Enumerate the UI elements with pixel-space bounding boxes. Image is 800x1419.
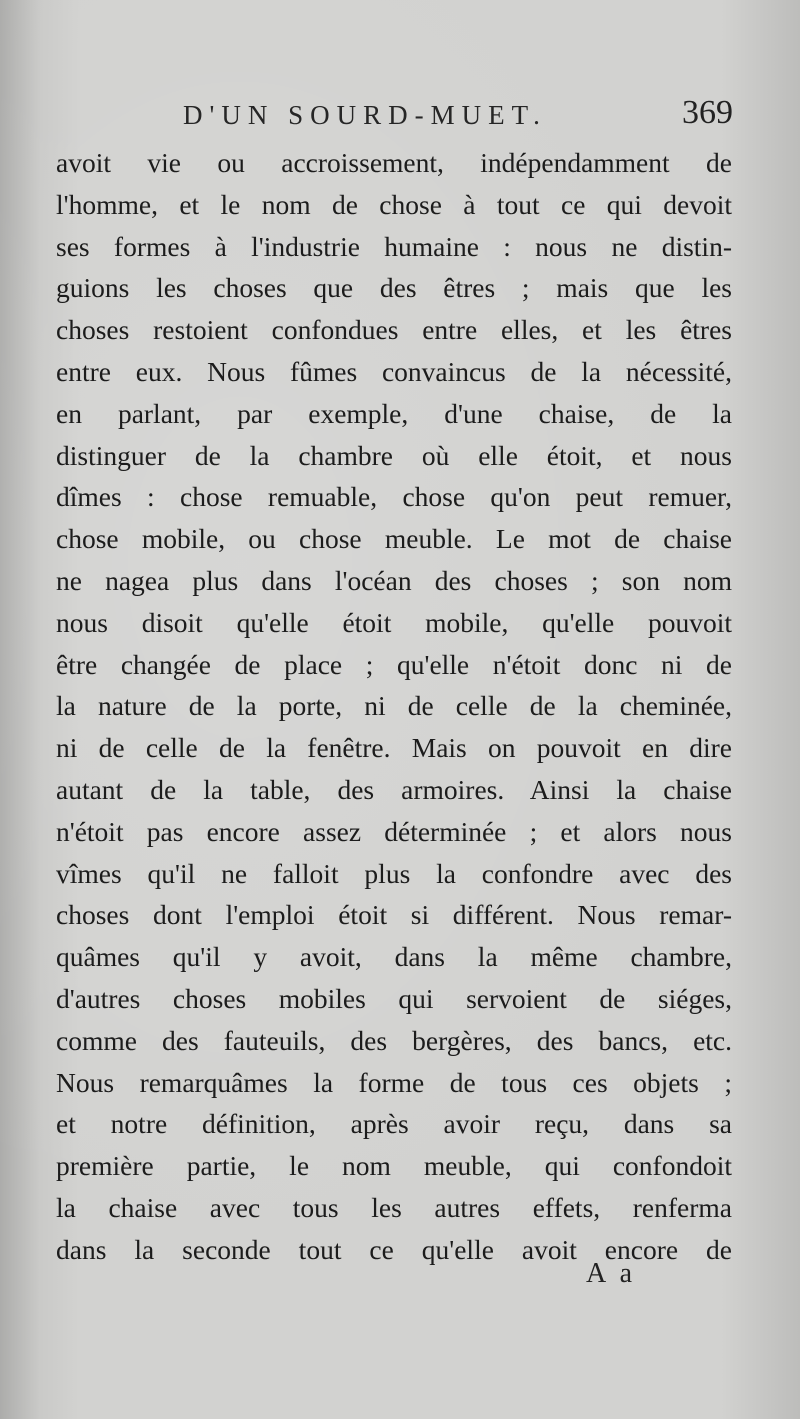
text-line: dîmes : chose remuable, chose qu'on peut remuer,: [56, 481, 732, 513]
signature-mark: A a: [586, 1258, 637, 1289]
running-head: [55, 96, 735, 140]
text-line: ses formes à l'industrie humaine : nous ne distin-: [56, 230, 732, 262]
text-line: distinguer de la chambre où elle étoit, et nous: [56, 439, 732, 471]
text-line: et notre définition, après avoir reçu, dans sa: [56, 1108, 732, 1140]
text-line: entre eux. Nous fûmes convaincus de la nécessité,: [56, 355, 732, 387]
text-line: la nature de la porte, ni de celle de la cheminée,: [56, 690, 732, 722]
text-line: Nous remarquâmes la forme de tous ces objets ;: [56, 1066, 732, 1098]
text-line: la chaise avec tous les autres effets, renferma: [56, 1191, 732, 1223]
running-title: D'UN SOURD-MUET.: [183, 100, 547, 130]
text-line: être changée de place ; qu'elle n'étoit donc ni de: [56, 648, 732, 680]
text-line: avoit vie ou accroissement, indépendamment de: [56, 147, 732, 178]
text-line: choses dont l'emploi étoit si différent. Nous remar-: [56, 899, 732, 931]
text-line: d'autres choses mobiles qui servoient de siéges,: [56, 982, 732, 1014]
text-line: en parlant, par exemple, d'une chaise, de la: [56, 397, 732, 429]
text-line: ni de celle de la fenêtre. Mais on pouvoit en dire: [56, 732, 732, 764]
text-line: n'étoit pas encore assez déterminée ; et alors nous: [56, 815, 732, 847]
text-line: ne nagea plus dans l'océan des choses ; son nom: [56, 564, 732, 596]
text-line: nous disoit qu'elle étoit mobile, qu'elle pouvoit: [56, 606, 732, 638]
text-line: comme des fauteuils, des bergères, des bancs, etc.: [56, 1024, 732, 1056]
text-line: l'homme, et le nom de chose à tout ce qui devoit: [56, 188, 732, 220]
text-line: dans la seconde tout ce qu'elle avoit encore de: [56, 1233, 732, 1265]
page-number: 369: [682, 94, 733, 131]
text-line: vîmes qu'il ne falloit plus la confondre avec des: [56, 857, 732, 889]
text-line: choses restoient confondues entre elles, et les êtres: [56, 314, 732, 346]
body-text: [56, 142, 732, 1271]
text-line: première partie, le nom meuble, qui confondoit: [56, 1150, 732, 1182]
text-line: quâmes qu'il y avoit, dans la même chambre,: [56, 941, 732, 973]
text-line: guions les choses que des êtres ; mais que les: [56, 272, 732, 304]
text-line: chose mobile, ou chose meuble. Le mot de chaise: [56, 523, 732, 555]
text-line: autant de la table, des armoires. Ainsi la chaise: [56, 773, 732, 805]
